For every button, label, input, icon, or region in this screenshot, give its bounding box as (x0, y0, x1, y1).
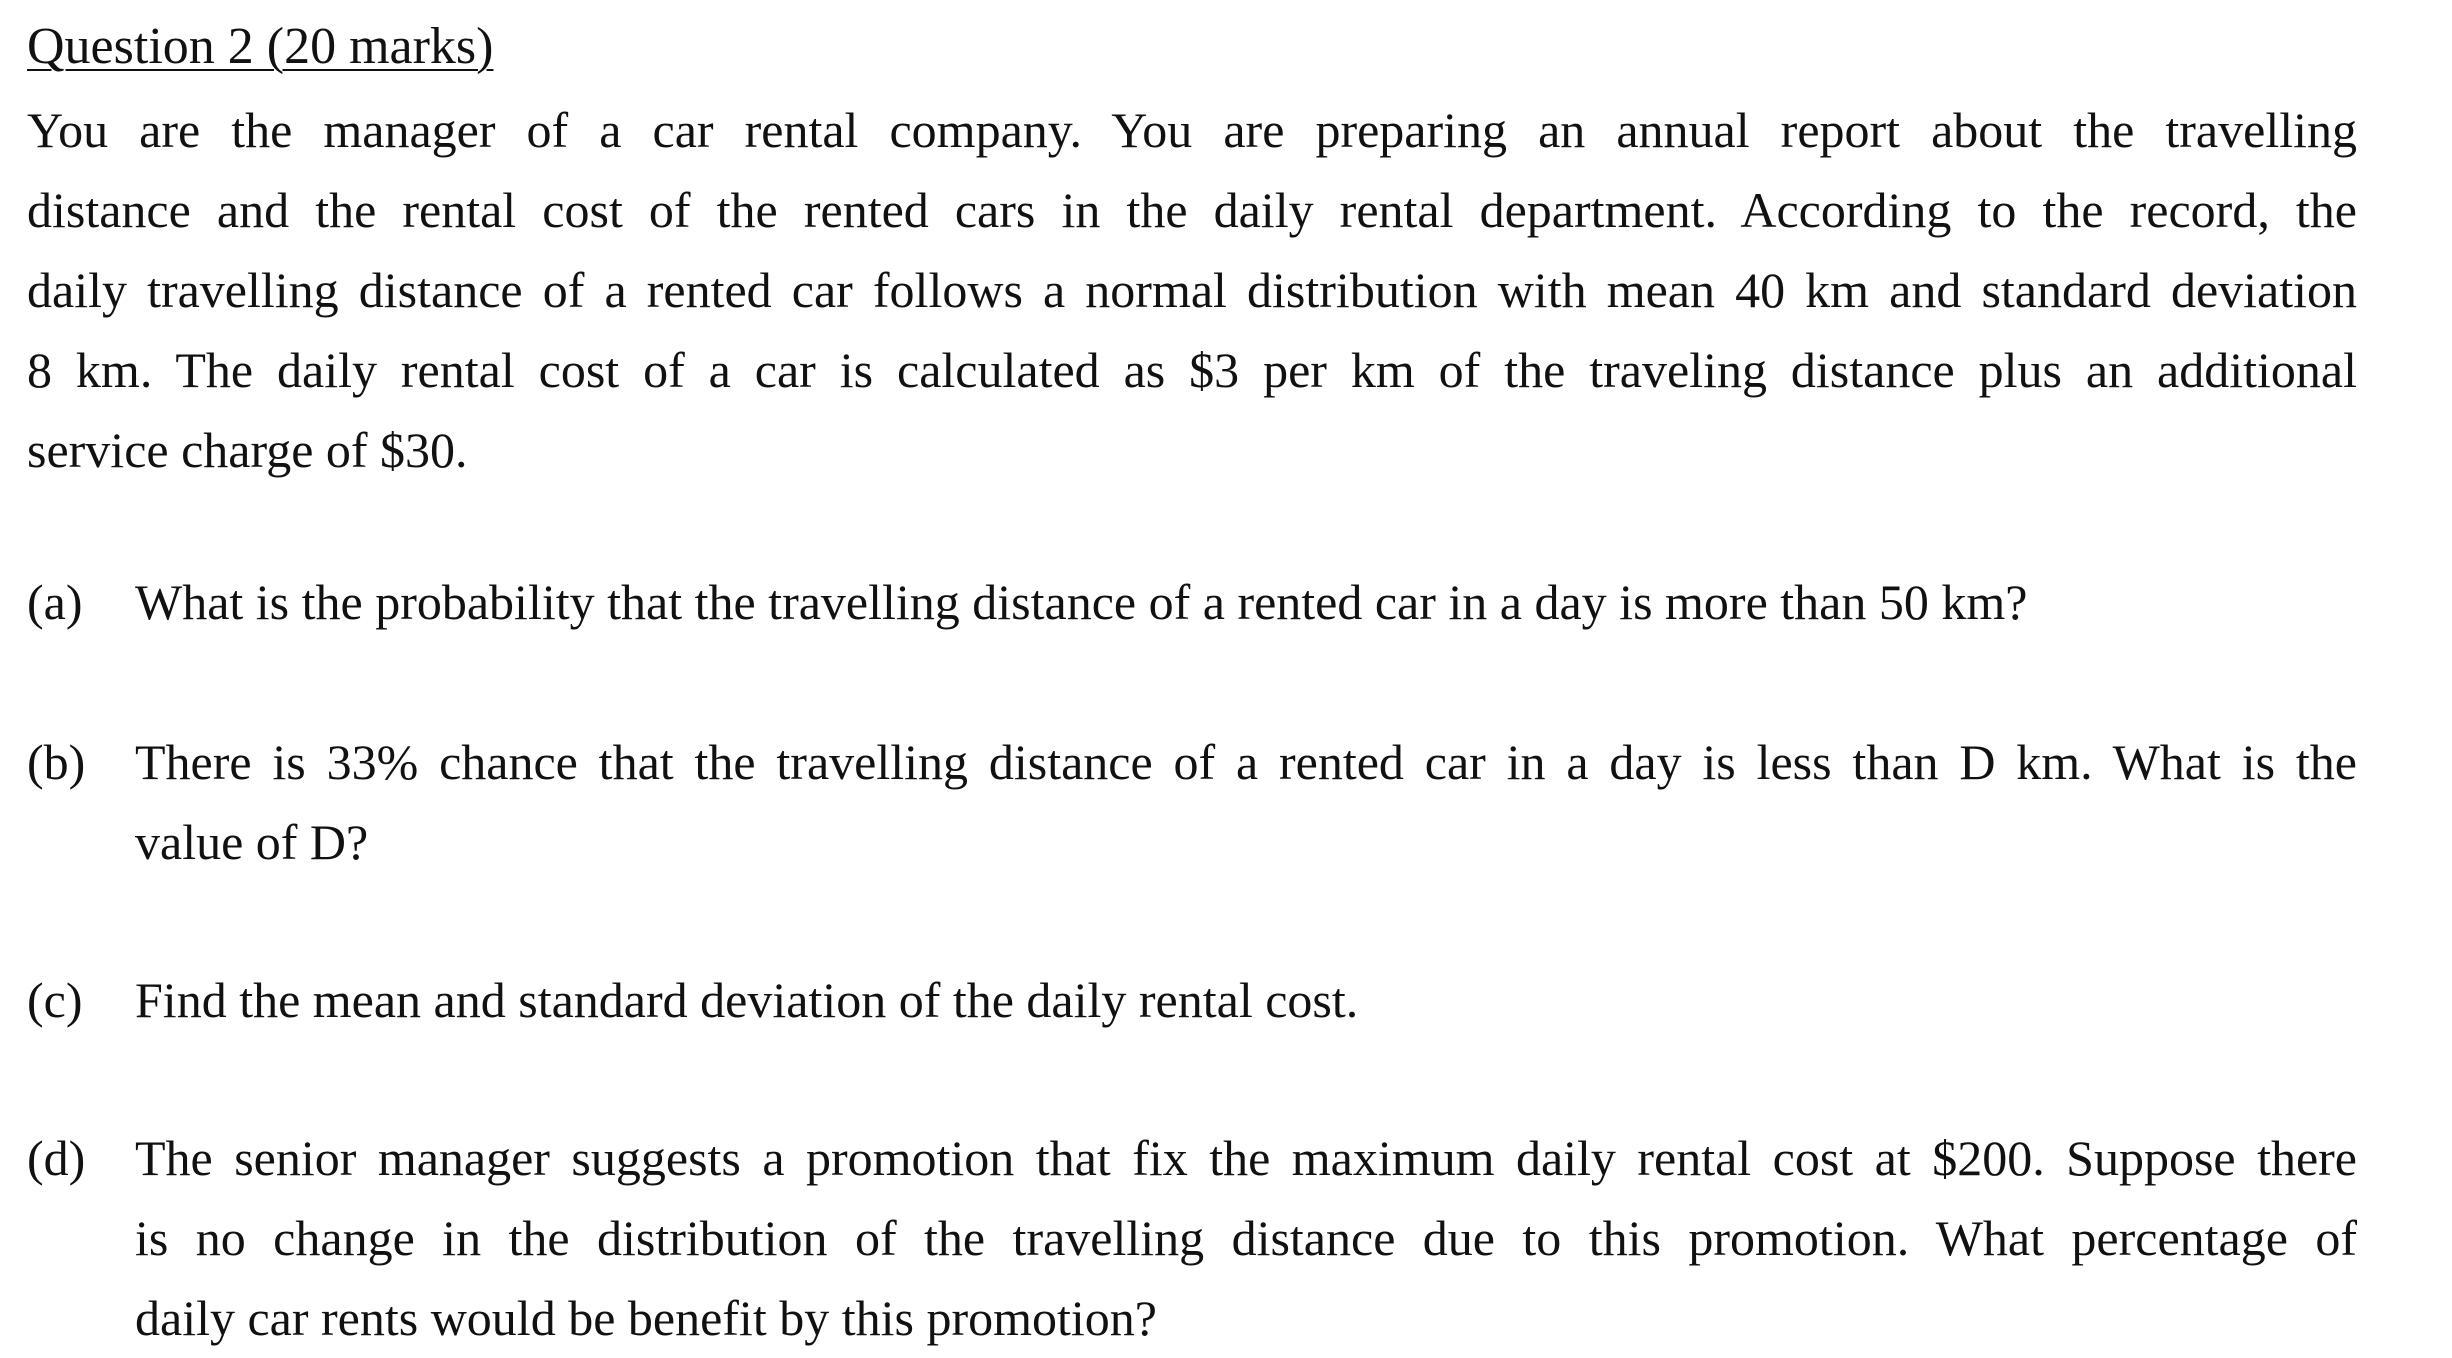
intro-line: You are the manager of a car rental company. You are preparing an annual report about the travelling (27, 102, 2357, 158)
question-letter: (d) (27, 1130, 86, 1186)
intro-line: service charge of $30. (27, 422, 468, 478)
question-line: is no change in the distribution of the travelling distance due to this promotion. What percentage of (135, 1210, 2357, 1266)
question-text (135, 960, 2357, 1040)
question-line: Find the mean and standard deviation of the daily rental cost. (135, 972, 1359, 1028)
intro-line: daily travelling distance of a rented car follows a normal distribution with mean 40 km and standard deviation (27, 262, 2357, 318)
intro-paragraph (27, 90, 2357, 490)
question-letter: (b) (27, 734, 86, 790)
question-line: daily car rents would be benefit by this promotion? (135, 1290, 1157, 1346)
question-text (135, 562, 2357, 642)
question-text (135, 1118, 2357, 1358)
question-line: The senior manager suggests a promotion that fix the maximum daily rental cost at $200. Suppose there (135, 1130, 2357, 1186)
intro-line: distance and the rental cost of the rented cars in the daily rental department. According to the record, the (27, 182, 2357, 238)
question-line: value of D? (135, 814, 369, 870)
question-letter: (c) (27, 972, 83, 1028)
question-line: There is 33% chance that the travelling distance of a rented car in a day is less than D km. What is the (135, 734, 2357, 790)
question-text (135, 722, 2357, 882)
intro-line: 8 km. The daily rental cost of a car is calculated as $3 per km of the traveling distance plus an additional (27, 342, 2357, 398)
question-letter: (a) (27, 574, 83, 630)
question-heading: Question 2 (20 marks) (27, 18, 494, 75)
question-line: What is the probability that the travelling distance of a rented car in a day is more than 50 km? (135, 574, 2028, 630)
